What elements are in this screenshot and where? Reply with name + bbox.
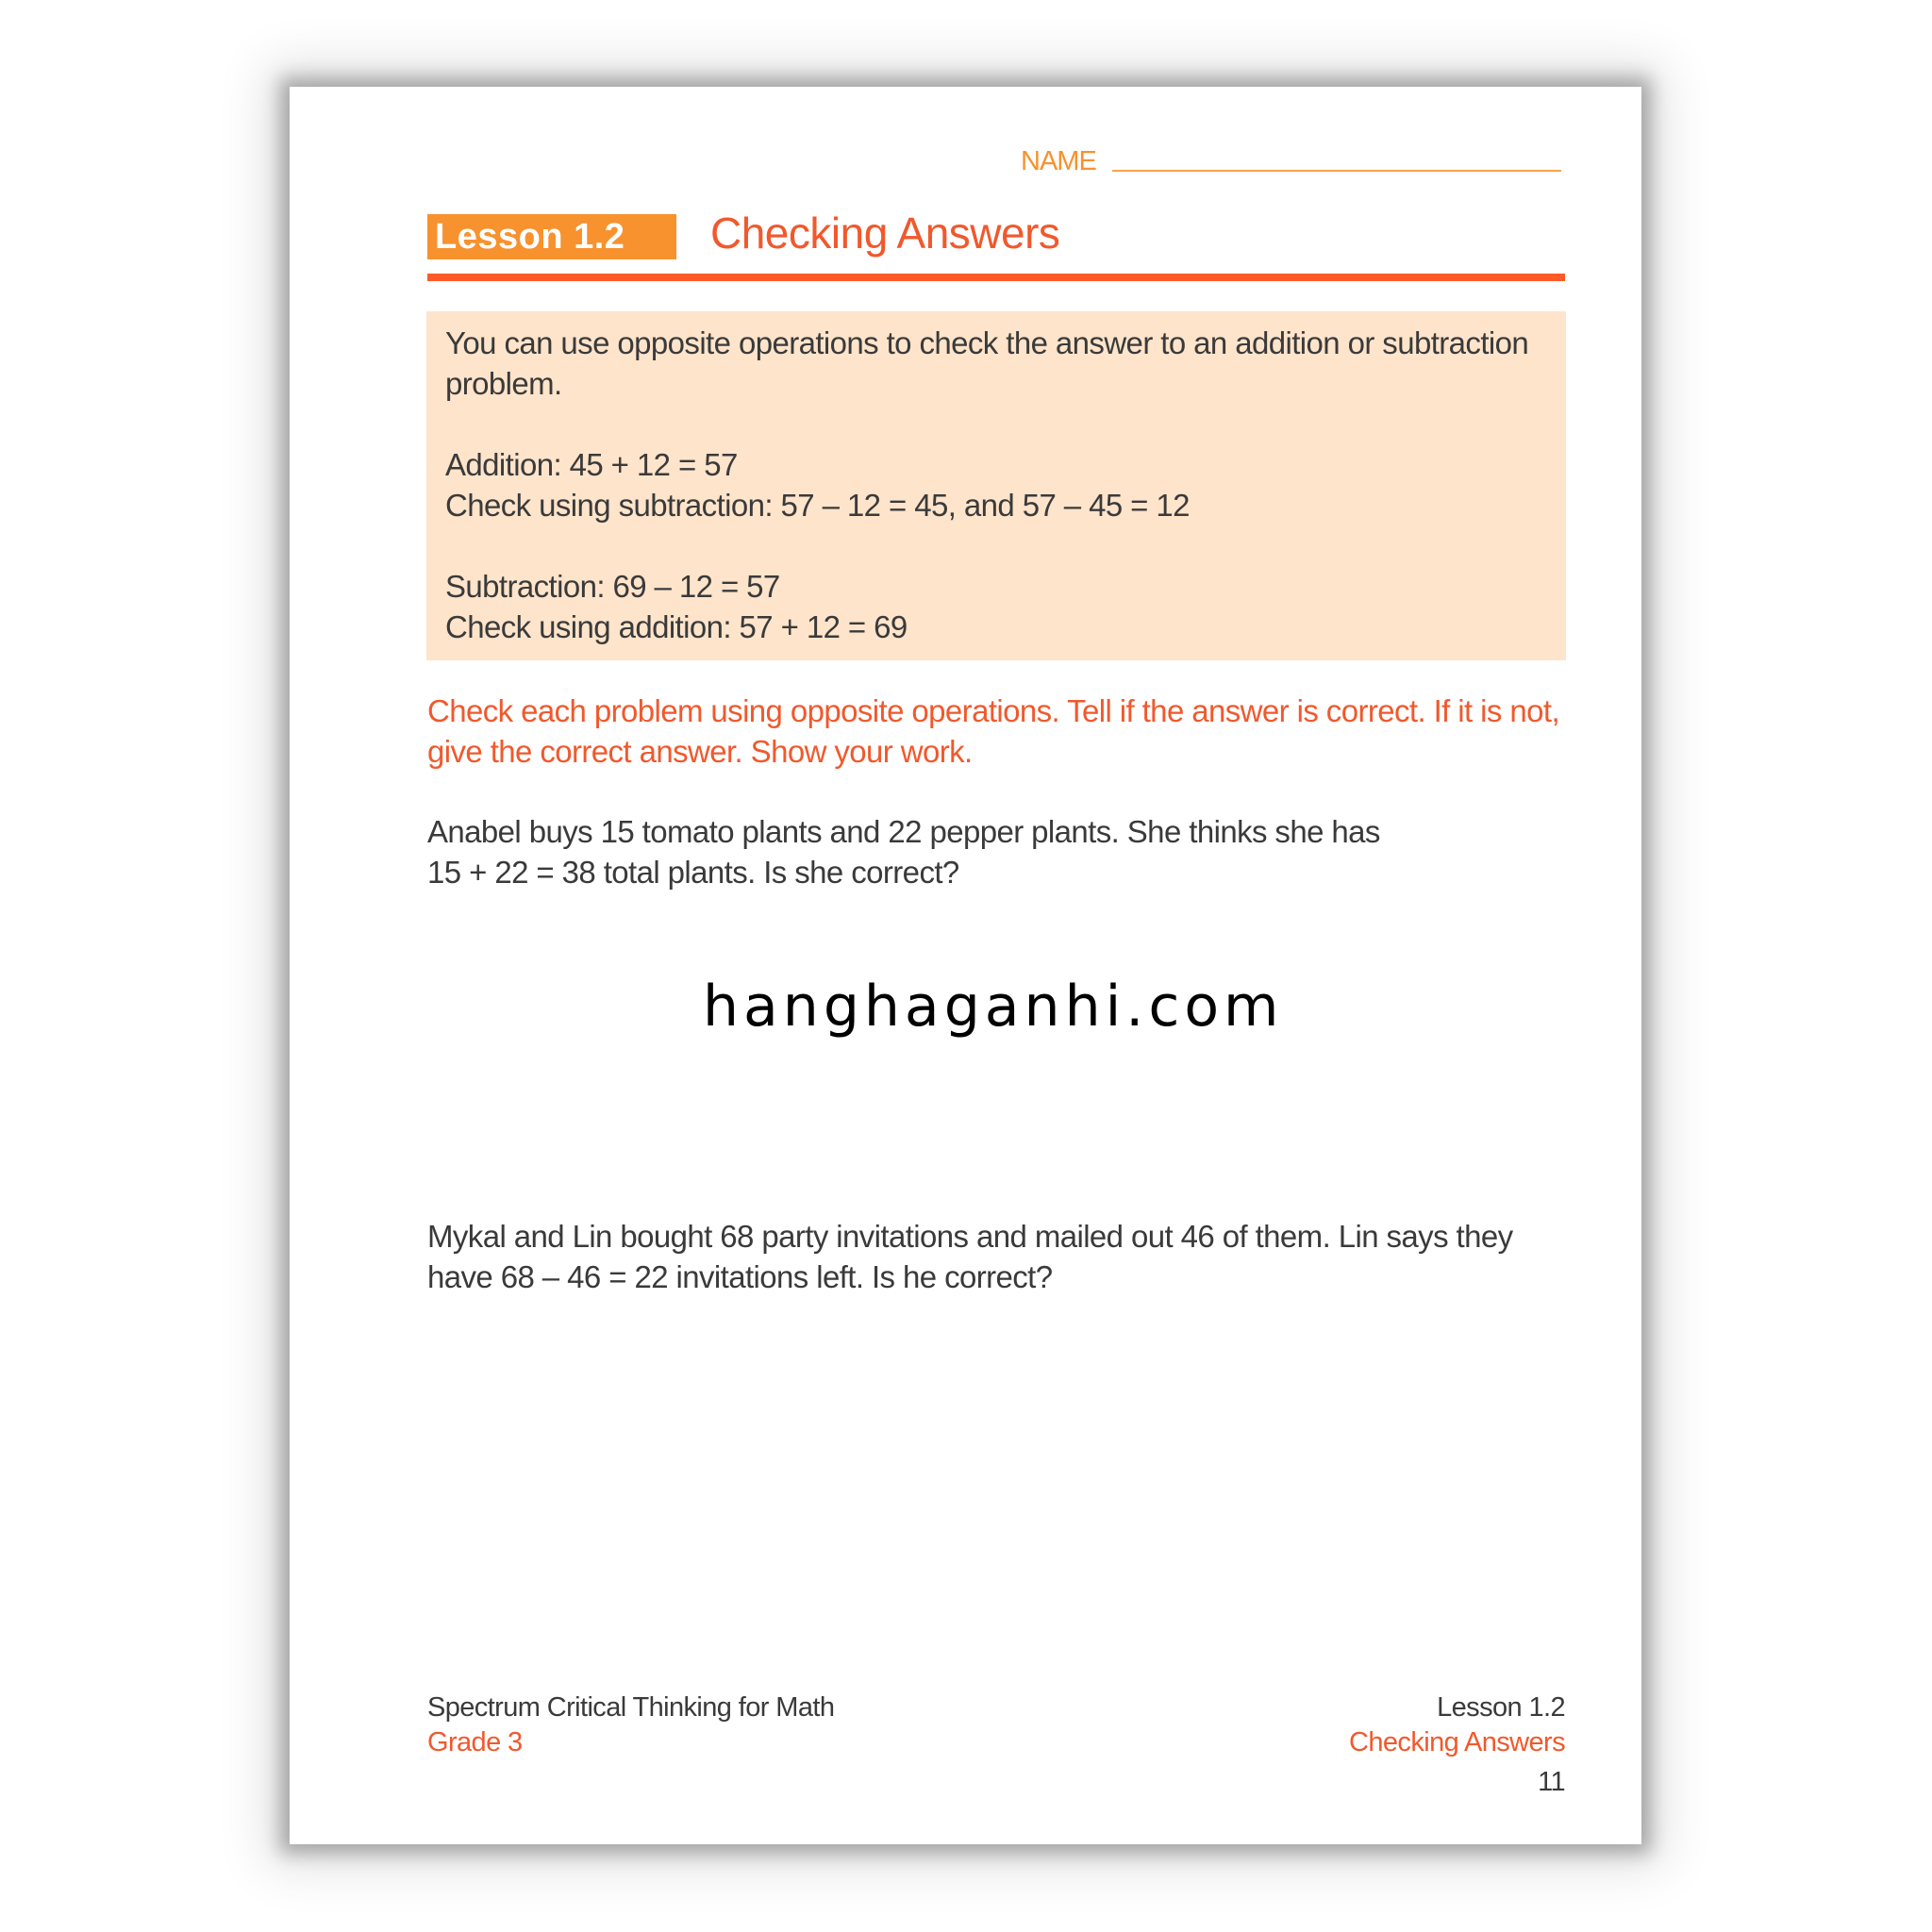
explanation-callout — [426, 311, 1566, 660]
footer-lesson: Lesson 1.2 — [1437, 1692, 1565, 1723]
problem-1-line-1: Anabel buys 15 tomato plants and 22 pepper plants. She thinks she has — [427, 814, 1380, 849]
problem-2-line-1: Mykal and Lin bought 68 party invitations and mailed out 46 of them. Lin says they — [427, 1219, 1513, 1254]
subtraction-example: Subtraction: 69 – 12 = 57 — [445, 569, 780, 604]
footer-left — [427, 1690, 834, 1760]
callout-intro: You can use opposite operations to check the answer to an addition or subtraction problem. — [445, 325, 1529, 401]
instructions: Check each problem using opposite operations. Tell if the answer is correct. If it is not, give the correct answer. Show your work. — [427, 693, 1560, 769]
footer-lesson-title: Checking Answers — [1349, 1727, 1565, 1757]
worksheet-page — [290, 87, 1641, 1844]
title-divider — [427, 274, 1565, 281]
footer-right — [1349, 1690, 1565, 1800]
page-number: 11 — [1538, 1767, 1565, 1797]
watermark: hanghaganhi.com — [703, 974, 1284, 1040]
problem-1-line-2: 15 + 22 = 38 total plants. Is she correct? — [427, 855, 959, 890]
problem-1 — [427, 811, 1565, 892]
lesson-badge: Lesson 1.2 — [427, 214, 676, 259]
footer-grade: Grade 3 — [427, 1727, 523, 1757]
problem-2 — [427, 1216, 1565, 1297]
name-write-line — [1112, 170, 1561, 172]
name-label: NAME — [1021, 146, 1096, 176]
footer-book-title: Spectrum Critical Thinking for Math — [427, 1692, 835, 1723]
lesson-title: Checking Answers — [710, 208, 1060, 258]
addition-check: Check using subtraction: 57 – 12 = 45, and 57 – 45 = 12 — [445, 488, 1190, 523]
subtraction-check: Check using addition: 57 + 12 = 69 — [445, 609, 908, 644]
addition-example: Addition: 45 + 12 = 57 — [445, 447, 738, 482]
problem-1-work-area[interactable] — [427, 898, 1565, 1200]
problem-2-line-2: have 68 – 46 = 22 invitations left. Is he correct? — [427, 1259, 1053, 1294]
problem-2-work-area[interactable] — [427, 1304, 1565, 1728]
